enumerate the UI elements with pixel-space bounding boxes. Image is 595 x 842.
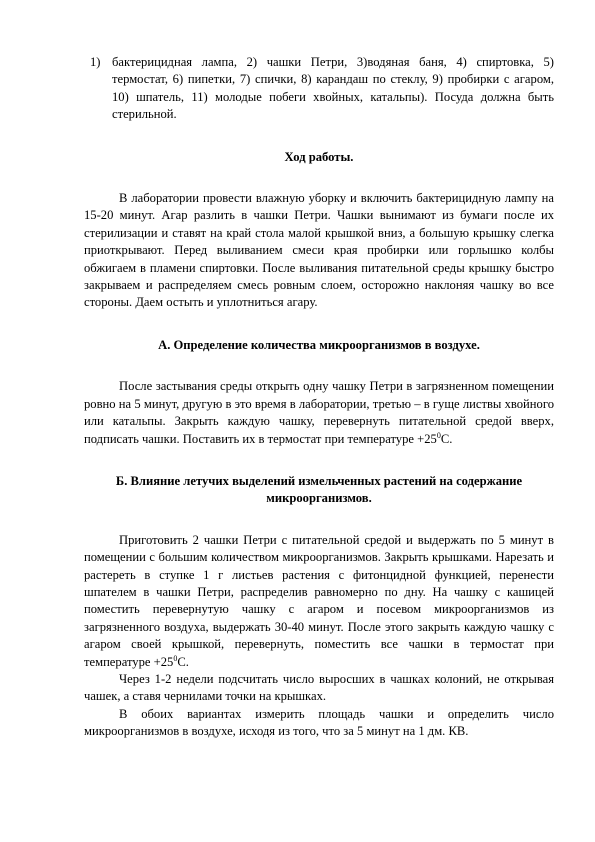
- degree-superscript: 0: [173, 653, 178, 663]
- section-b-paragraph-2: Через 1-2 недели подсчитать число выросших в чашках колоний, не открывая чашек, а ставя чернилами точки на крышках.: [84, 671, 554, 704]
- procedure-paragraph: В лаборатории провести влажную уборку и включить бактерицидную лампу на 15-20 минут. Агар разлить в чашки Петри. Чашки вынимают из бумаги после их стерилизации и ставят на край стола малой крышкой вниз, а большую крышку слегка приоткрывают. Перед выливанием смеси края пробирки или горлышко колбы обжигаем в пламени спиртовки. После выливания питательной среды крышку быстро закрываем и распределяем смесь ровным слоем, осторожно наклоняя чашку во все стороны. Даем остыть и уплотниться агару.: [84, 191, 554, 310]
- section-a-paragraph: После застывания среды открыть одну чашку Петри в загрязненном помещении ровно на 5 минут, другую в это время в лаборатории, третью – в гуще листвы хвойного или катальпы. Закрыть каждую чашку, перевернуть питательной средой вверх, подписать чашки. Поставить их в термостат при температуре $+25^0С$.: [84, 379, 554, 446]
- equipment-list-item: [84, 54, 554, 124]
- degree-superscript: 0: [436, 430, 441, 440]
- equipment-list-text: бактерицидная лампа, 2) чашки Петри, 3)водяная баня, 4) спиртовка, 5) термостат, 6) пипетки, 7) спички, 8) карандаш по стеклу, 9) пробирки с агаром, 10) шпатель, 11) молодые побеги хвойных, катальпы). Посуда должна быть стерильной.: [112, 55, 554, 122]
- section-a-heading: А. Определение количества микроорганизмов в воздухе.: [158, 337, 480, 352]
- work-procedure-heading: Ход работы.: [284, 149, 354, 164]
- document-page: [84, 54, 554, 741]
- list-number: 1): [90, 55, 101, 69]
- section-b-paragraph-3: В обоих вариантах измерить площадь чашки и определить число микроорганизмов в воздухе, исходя из того, что за 5 минут на 1 дм. КВ.: [84, 706, 554, 739]
- section-b-heading: Б. Влияние летучих выделений измельченных растений на содержание микроорганизмов.: [115, 473, 523, 506]
- section-b-paragraph-1: Приготовить 2 чашки Петри с питательной средой и выдержать по 5 минут в помещении с большим количеством микроорганизмов. Закрыть крышками. Нарезать и растереть в ступке 1 г листьев растения с фитонцидной функцией, перенести шпателем в чашки Петри, распределив равномерно по дну. На чашку с кашицей поместить перевернутую чашку с агаром и посевом микроорганизмов из загрязненного воздуха, выдержать 30-40 минут. После этого закрыть каждую чашку с агаром своей крышкой, перевернуть, поместить все чашки в термостат при температуре $+25^0С$.: [84, 532, 554, 669]
